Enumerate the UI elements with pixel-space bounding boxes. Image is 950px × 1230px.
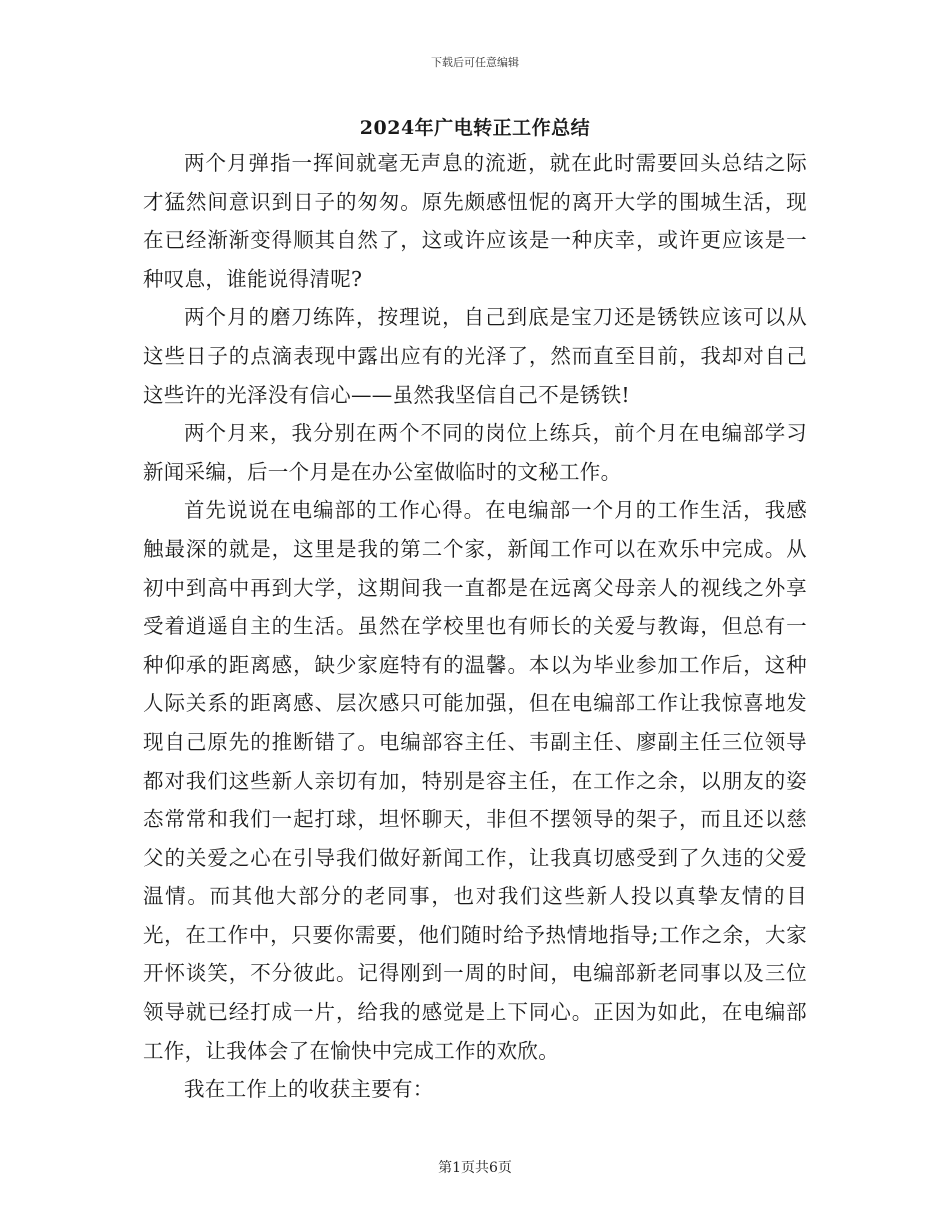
document-body (143, 144, 807, 1109)
paragraph-2: 两个月的磨刀练阵，按理说，自己到底是宝刀还是锈铁应该可以从这些日子的点滴表现中露出应有的光泽了，然而直至目前，我却对自己这些许的光泽没有信心——虽然我坚信自己不是锈铁! (143, 305, 807, 407)
paragraph-3: 两个月来，我分别在两个不同的岗位上练兵，前个月在电编部学习新闻采编，后一个月是在办公室做临时的文秘工作。 (143, 421, 807, 484)
paragraph-5: 我在工作上的收获主要有： (184, 1077, 434, 1102)
paragraph-4: 首先说说在电编部的工作心得。在电编部一个月的工作生活，我感触最深的就是，这里是我的第二个家，新闻工作可以在欢乐中完成。从初中到高中再到大学，这期间我一直都是在远离父母亲人的视线之外享受着逍遥自主的生活。虽然在学校里也有师长的关爱与教诲，但总有一种仰承的距离感，缺少家庭特有的温馨。本以为毕业参加工作后，这种人际关系的距离感、层次感只可能加强，但在电编部工作让我惊喜地发现自己原先的推断错了。电编部容主任、韦副主任、廖副主任三位领导都对我们这些新人亲切有加，特别是容主任，在工作之余，以朋友的姿态常常和我们一起打球，坦怀聊天，非但不摆领导的架子，而且还以慈父的关爱之心在引导我们做好新闻工作，让我真切感受到了久违的父爱温情。而其他大部分的老同事，也对我们这些新人投以真挚友情的目光，在工作中，只要你需要，他们随时给予热情地指导;工作之余，大家开怀谈笑，不分彼此。记得刚到一周的时间，电编部新老同事以及三位领导就已经打成一片，给我的感觉是上下同心。正因为如此，在电编部工作，让我体会了在愉快中完成工作的欢欣。 (143, 498, 807, 1063)
paragraph-1: 两个月弹指一挥间就毫无声息的流逝，就在此时需要回头总结之际才猛然间意识到日子的匆匆。原先颇感忸怩的离开大学的围城生活，现在已经渐渐变得顺其自然了，这或许应该是一种庆幸，或许更应该是一种叹息，谁能说得清呢? (143, 151, 807, 291)
document-title: 2024年广电转正工作总结 (359, 117, 591, 139)
page-number: 第1页共6页 (438, 1160, 512, 1176)
page-header-note: 下载后可任意编辑 (431, 56, 519, 69)
